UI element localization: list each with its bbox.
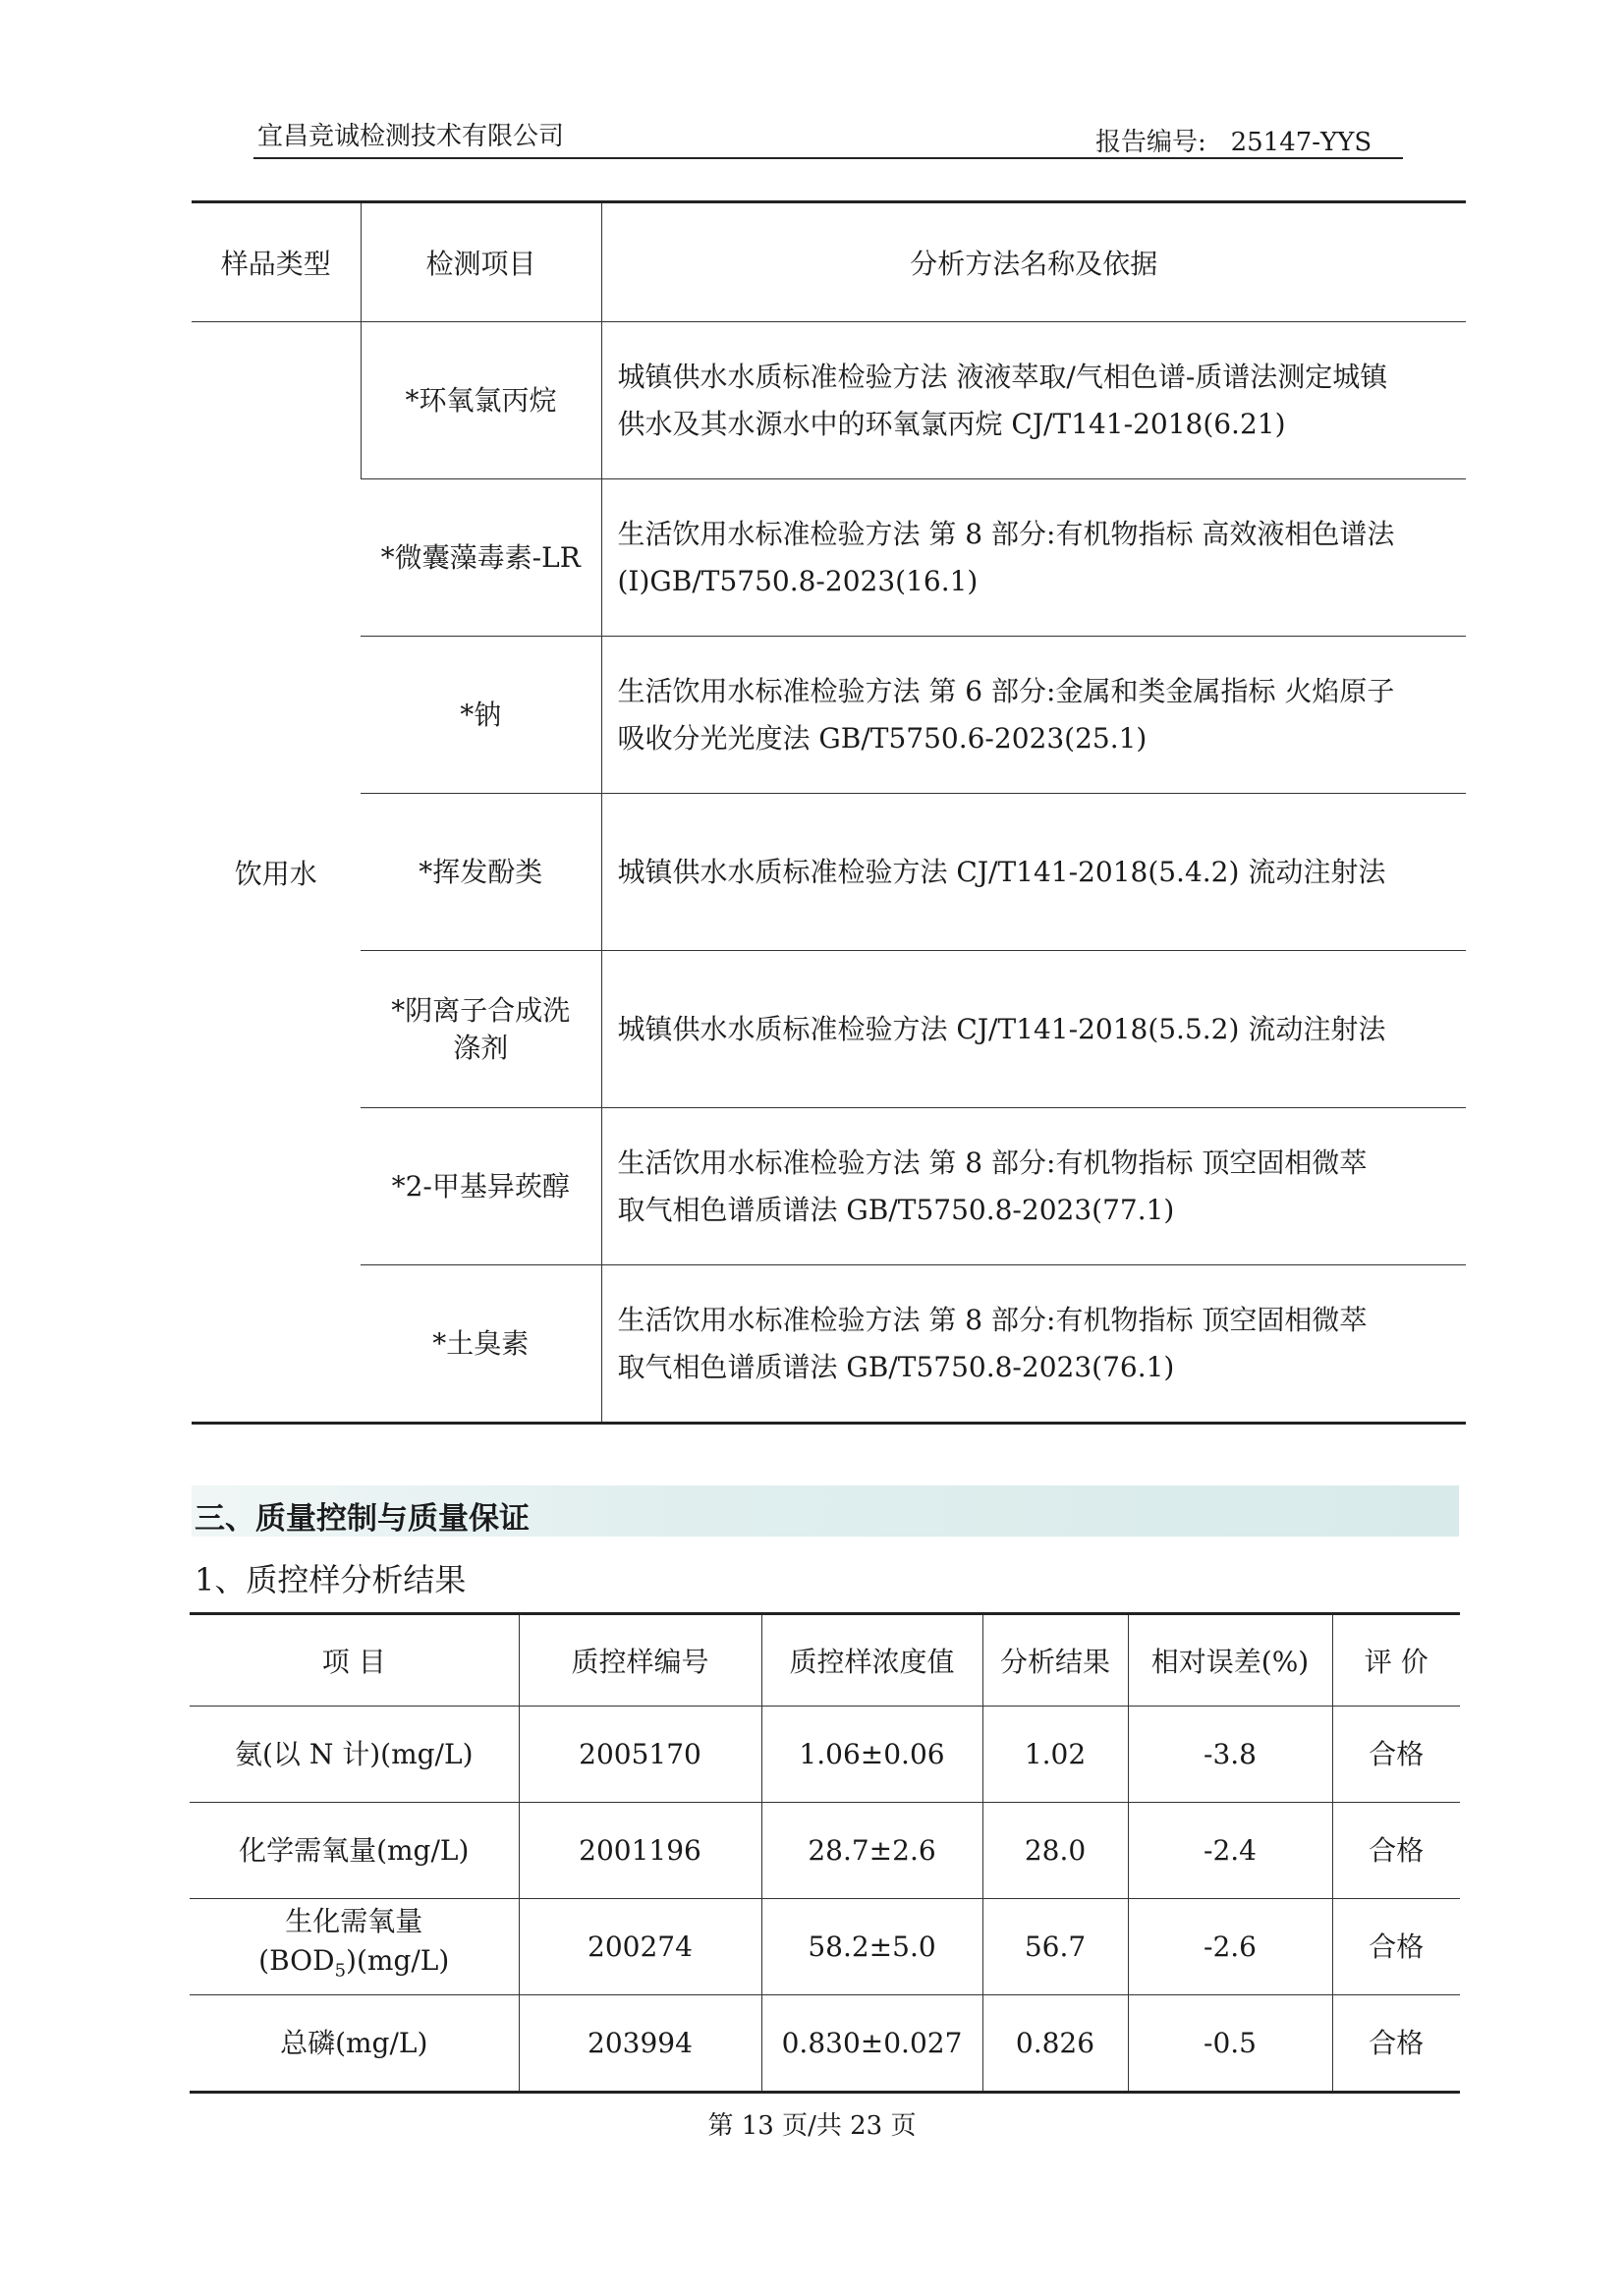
- table-row: [192, 479, 1466, 637]
- qc-item-text: (BOD: [258, 1944, 335, 1978]
- method-line: 城镇供水水质标准检验方法 液液萃取/气相色谱-质谱法测定城镇: [617, 360, 1388, 393]
- qc-eval: 合格: [1332, 1707, 1460, 1803]
- test-item: *微囊藻毒素-LR: [361, 479, 601, 637]
- method-line: 取气相色谱质谱法 GB/T5750.8-2023(76.1): [617, 1350, 1175, 1383]
- table-row: [192, 637, 1466, 794]
- test-item: *土臭素: [361, 1265, 601, 1424]
- test-item: *钠: [361, 637, 601, 794]
- qc-conc: 58.2±5.0: [761, 1899, 982, 1995]
- page-footer: 第 13 页/共 23 页: [707, 2111, 917, 2141]
- section-title: 三、质量控制与质量保证: [195, 1501, 530, 1537]
- method-cell: [601, 637, 1466, 794]
- header-qc-code: 质控样编号: [519, 1614, 761, 1707]
- qc-item: [190, 1899, 519, 1995]
- header-qc-conc: 质控样浓度值: [761, 1614, 982, 1707]
- method-line: (I)GB/T5750.8-2023(16.1): [617, 564, 979, 597]
- method-cell: [601, 1265, 1466, 1424]
- company-name: 宜昌竞诚检测技术有限公司: [257, 122, 565, 151]
- method-line: 城镇供水水质标准检验方法 CJ/T141-2018(5.5.2) 流动注射法: [617, 1012, 1386, 1045]
- test-item-line: *阴离子合成洗: [391, 993, 571, 1027]
- method-line: 吸收分光光度法 GB/T5750.6-2023(25.1): [617, 721, 1148, 755]
- qc-item-line: [191, 1941, 518, 1991]
- qc-conc: 1.06±0.06: [761, 1707, 982, 1803]
- table-row: [190, 1707, 1460, 1803]
- header-rel-error: 相对误差(%): [1128, 1614, 1332, 1707]
- table-row: [190, 1899, 1460, 1995]
- qc-code: 2005170: [519, 1707, 761, 1803]
- method-cell: [601, 479, 1466, 637]
- method-cell: [601, 1108, 1466, 1265]
- qc-error: -2.6: [1128, 1899, 1332, 1995]
- qc-conc: 0.830±0.027: [761, 1995, 982, 2093]
- method-line: 生活饮用水标准检验方法 第 8 部分:有机物指标 顶空固相微萃: [617, 1146, 1368, 1179]
- method-line: 取气相色谱质谱法 GB/T5750.8-2023(77.1): [617, 1193, 1175, 1226]
- header-sample-type: 样品类型: [192, 202, 361, 322]
- qc-error: -0.5: [1128, 1995, 1332, 2093]
- qc-eval: 合格: [1332, 1995, 1460, 2093]
- qc-item: 总磷(mg/L): [280, 2026, 428, 2059]
- report-number: [1095, 122, 1372, 158]
- qc-result: 1.02: [982, 1707, 1128, 1803]
- report-number-label: 报告编号:: [1095, 128, 1206, 157]
- header-item: 项 目: [190, 1614, 519, 1707]
- method-line: 生活饮用水标准检验方法 第 8 部分:有机物指标 高效液相色谱法: [617, 517, 1395, 550]
- qc-item-text: )(mg/L): [346, 1944, 450, 1978]
- header-result: 分析结果: [982, 1614, 1128, 1707]
- qc-results-table: [190, 1612, 1460, 2094]
- test-item: *挥发酚类: [361, 794, 601, 951]
- method-line: 城镇供水水质标准检验方法 CJ/T141-2018(5.4.2) 流动注射法: [617, 855, 1386, 888]
- qc-item-subscript: 5: [334, 1960, 347, 1982]
- table-row: [192, 794, 1466, 951]
- method-line: 生活饮用水标准检验方法 第 6 部分:金属和类金属指标 火焰原子: [617, 674, 1395, 707]
- qc-code: 200274: [519, 1899, 761, 1995]
- subsection-title: 1、质控样分析结果: [195, 1561, 467, 1598]
- qc-error: -3.8: [1128, 1707, 1332, 1803]
- qc-item: 氨(以 N 计)(mg/L): [190, 1707, 519, 1803]
- table-row: [192, 1108, 1466, 1265]
- table-row: [190, 1995, 1460, 2093]
- table-row: [192, 951, 1466, 1108]
- qc-error: -2.4: [1128, 1803, 1332, 1899]
- table-row: [192, 1265, 1466, 1424]
- qc-item: 化学需氧量(mg/L): [190, 1803, 519, 1899]
- method-cell: [601, 322, 1466, 479]
- table-row: [192, 322, 1466, 479]
- qc-code: 203994: [519, 1995, 761, 2093]
- qc-code: 2001196: [519, 1803, 761, 1899]
- test-item: [361, 951, 601, 1108]
- test-item-line: 涤剂: [453, 1031, 509, 1064]
- test-item: *环氧氯丙烷: [361, 322, 601, 479]
- header-test-item: 检测项目: [361, 202, 601, 322]
- methods-header-row: [192, 202, 1466, 322]
- qc-header-row: [190, 1614, 1460, 1707]
- header-divider: [253, 157, 1403, 159]
- qc-conc: 28.7±2.6: [761, 1803, 982, 1899]
- sample-type-cell: 饮用水: [192, 322, 361, 1424]
- report-number-value: 25147-YYS: [1230, 128, 1372, 157]
- header-method: 分析方法名称及依据: [601, 202, 1466, 322]
- methods-table: [192, 200, 1466, 1425]
- method-cell: [601, 951, 1466, 1108]
- header-eval: 评 价: [1332, 1614, 1460, 1707]
- method-cell: [601, 794, 1466, 951]
- table-row: [190, 1803, 1460, 1899]
- qc-item-line: 生化需氧量: [285, 1905, 423, 1938]
- test-item: *2-甲基异莰醇: [361, 1108, 601, 1265]
- qc-result: 56.7: [982, 1899, 1128, 1995]
- qc-result: 0.826: [982, 1995, 1128, 2093]
- method-line: 供水及其水源水中的环氧氯丙烷 CJ/T141-2018(6.21): [617, 407, 1286, 440]
- qc-result: 28.0: [982, 1803, 1128, 1899]
- qc-eval: 合格: [1332, 1899, 1460, 1995]
- qc-eval: 合格: [1332, 1803, 1460, 1899]
- method-line: 生活饮用水标准检验方法 第 8 部分:有机物指标 顶空固相微萃: [617, 1303, 1368, 1336]
